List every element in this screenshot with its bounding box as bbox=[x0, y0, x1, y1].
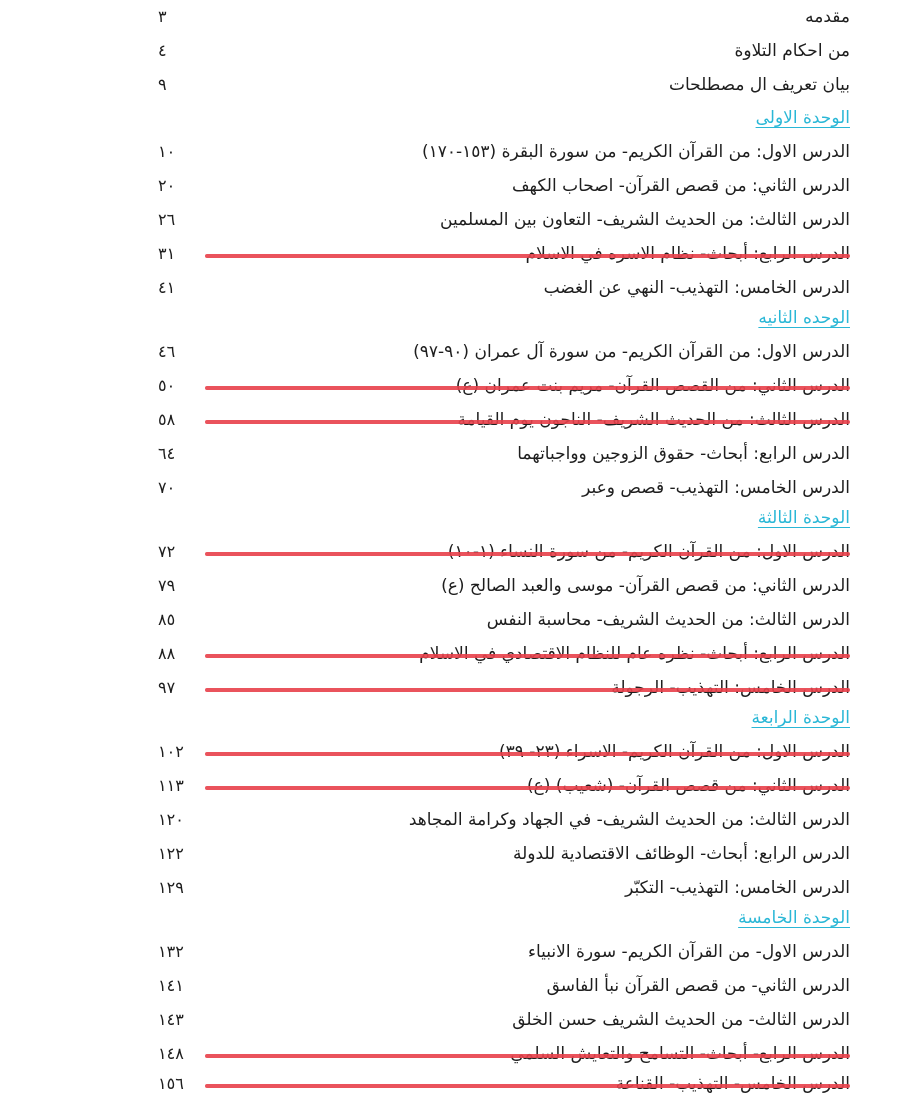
toc-entry bbox=[150, 405, 850, 435]
toc-entry bbox=[150, 371, 850, 401]
page-number: ١١٣ bbox=[158, 776, 184, 795]
toc-entry bbox=[150, 273, 850, 303]
strikethrough-mark bbox=[205, 786, 850, 790]
toc-entry bbox=[150, 571, 850, 601]
strikethrough-mark bbox=[205, 254, 850, 258]
page-number: ٤ bbox=[158, 41, 167, 60]
unit-heading: الوحدة الخامسة bbox=[738, 908, 850, 928]
page-number: ١٤٨ bbox=[158, 1044, 184, 1063]
toc-entry bbox=[150, 439, 850, 469]
toc-entry bbox=[150, 239, 850, 269]
unit-heading-row bbox=[150, 903, 850, 933]
page-number: ٦٤ bbox=[158, 444, 176, 463]
entry-title: الدرس الرابع: أبحاث- حقوق الزوجين وواجباتهما bbox=[517, 444, 850, 464]
toc-entry bbox=[150, 771, 850, 801]
strikethrough-mark bbox=[205, 552, 850, 556]
page-number: ٨٥ bbox=[158, 610, 176, 629]
page-number: ١٠٢ bbox=[158, 742, 184, 761]
toc-entry bbox=[150, 537, 850, 567]
page-number: ٧٩ bbox=[158, 576, 176, 595]
toc-entry bbox=[150, 473, 850, 503]
entry-title: الدرس الثاني- من قصص القرآن نبأ الفاسق bbox=[546, 976, 850, 996]
page-number: ٧٠ bbox=[158, 478, 176, 497]
strikethrough-mark bbox=[205, 386, 850, 390]
entry-title: مقدمه bbox=[805, 7, 850, 27]
page-number: ٩ bbox=[158, 75, 167, 94]
page-number: ٤١ bbox=[158, 278, 176, 297]
unit-heading: الوحدة الرابعة bbox=[751, 708, 850, 728]
toc-entry bbox=[150, 971, 850, 1001]
entry-title: الدرس الاول: من القرآن الكريم- من سورة البقرة (١٥٣-١٧٠) bbox=[421, 142, 850, 162]
page-number: ٨٨ bbox=[158, 644, 176, 663]
entry-title: الدرس الخامس: التهذيب- التكبّر bbox=[625, 878, 850, 898]
entry-title: الدرس الثالث- من الحديث الشريف حسن الخلق bbox=[512, 1010, 850, 1030]
page-number: ٩٧ bbox=[158, 678, 176, 697]
unit-heading-row bbox=[150, 103, 850, 133]
toc-entry bbox=[150, 839, 850, 869]
toc-entry bbox=[150, 1069, 850, 1099]
page-number: ١٤١ bbox=[158, 976, 184, 995]
toc-entry bbox=[150, 873, 850, 903]
page-number: ١٢٩ bbox=[158, 878, 184, 897]
page-number: ١٣٢ bbox=[158, 942, 184, 961]
entry-title: الدرس الاول- من القرآن الكريم- سورة الانبياء bbox=[527, 942, 850, 962]
unit-heading-row bbox=[150, 503, 850, 533]
toc-entry bbox=[150, 171, 850, 201]
page-number: ٥٨ bbox=[158, 410, 176, 429]
entry-title: من احكام التلاوة bbox=[734, 41, 850, 61]
page-number: ١٠ bbox=[158, 142, 176, 161]
toc-entry bbox=[150, 337, 850, 367]
entry-title: الدرس الخامس: التهذيب- قصص وعبر bbox=[582, 478, 850, 498]
page-number: ١٤٣ bbox=[158, 1010, 184, 1029]
toc-entry bbox=[150, 605, 850, 635]
entry-title: الدرس الرابع: أبحاث- الوظائف الاقتصادية للدولة bbox=[512, 844, 850, 864]
entry-title: الدرس الثاني: من قصص القرآن- اصحاب الكهف bbox=[511, 176, 850, 196]
page-number: ٣١ bbox=[158, 244, 176, 263]
page-number: ٤٦ bbox=[158, 342, 176, 361]
page-number: ٧٢ bbox=[158, 542, 176, 561]
unit-heading: الوحده الثانيه bbox=[758, 308, 850, 328]
unit-heading: الوحدة الاولى bbox=[755, 108, 850, 128]
strikethrough-mark bbox=[205, 1054, 850, 1058]
toc-entry bbox=[150, 137, 850, 167]
page-number: ٣ bbox=[158, 7, 167, 26]
toc-entry bbox=[150, 205, 850, 235]
toc-entry bbox=[150, 70, 850, 100]
strikethrough-mark bbox=[205, 420, 850, 424]
unit-heading: الوحدة الثالثة bbox=[757, 508, 850, 528]
unit-heading-row bbox=[150, 303, 850, 333]
toc-entry bbox=[150, 1005, 850, 1035]
toc-entry bbox=[150, 1039, 850, 1069]
page-number: ٢٦ bbox=[158, 210, 176, 229]
entry-title: الدرس الثاني: من قصص القرآن- موسى والعبد الصالح (ع) bbox=[441, 576, 850, 596]
strikethrough-mark bbox=[205, 752, 850, 756]
strikethrough-mark bbox=[205, 1084, 850, 1088]
page-number: ١٢٠ bbox=[158, 810, 184, 829]
page-number: ١٥٦ bbox=[158, 1074, 184, 1093]
entry-title: الدرس الثالث: من الحديث الشريف- محاسبة النفس bbox=[486, 610, 850, 630]
strikethrough-mark bbox=[205, 654, 850, 658]
page-number: ٢٠ bbox=[158, 176, 176, 195]
strikethrough-mark bbox=[205, 688, 850, 692]
toc-entry bbox=[150, 937, 850, 967]
entry-title: الدرس الثالث: من الحديث الشريف- التعاون بين المسلمين bbox=[440, 210, 850, 230]
page-number: ١٢٢ bbox=[158, 844, 184, 863]
toc-entry bbox=[150, 673, 850, 703]
page-number: ٥٠ bbox=[158, 376, 176, 395]
toc-entry bbox=[150, 2, 850, 32]
entry-title: الدرس الخامس: التهذيب- النهي عن الغضب bbox=[543, 278, 850, 298]
unit-heading-row bbox=[150, 703, 850, 733]
entry-title: الدرس الثالث: من الحديث الشريف- في الجهاد وكرامة المجاهد bbox=[408, 810, 850, 830]
entry-title: الدرس الاول: من القرآن الكريم- من سورة آل عمران (٩٠-٩٧) bbox=[413, 342, 850, 362]
entry-title: بيان تعريف ال مصطلحات bbox=[668, 75, 850, 95]
toc-entry bbox=[150, 639, 850, 669]
toc-entry bbox=[150, 36, 850, 66]
toc-entry bbox=[150, 737, 850, 767]
toc-entry bbox=[150, 805, 850, 835]
